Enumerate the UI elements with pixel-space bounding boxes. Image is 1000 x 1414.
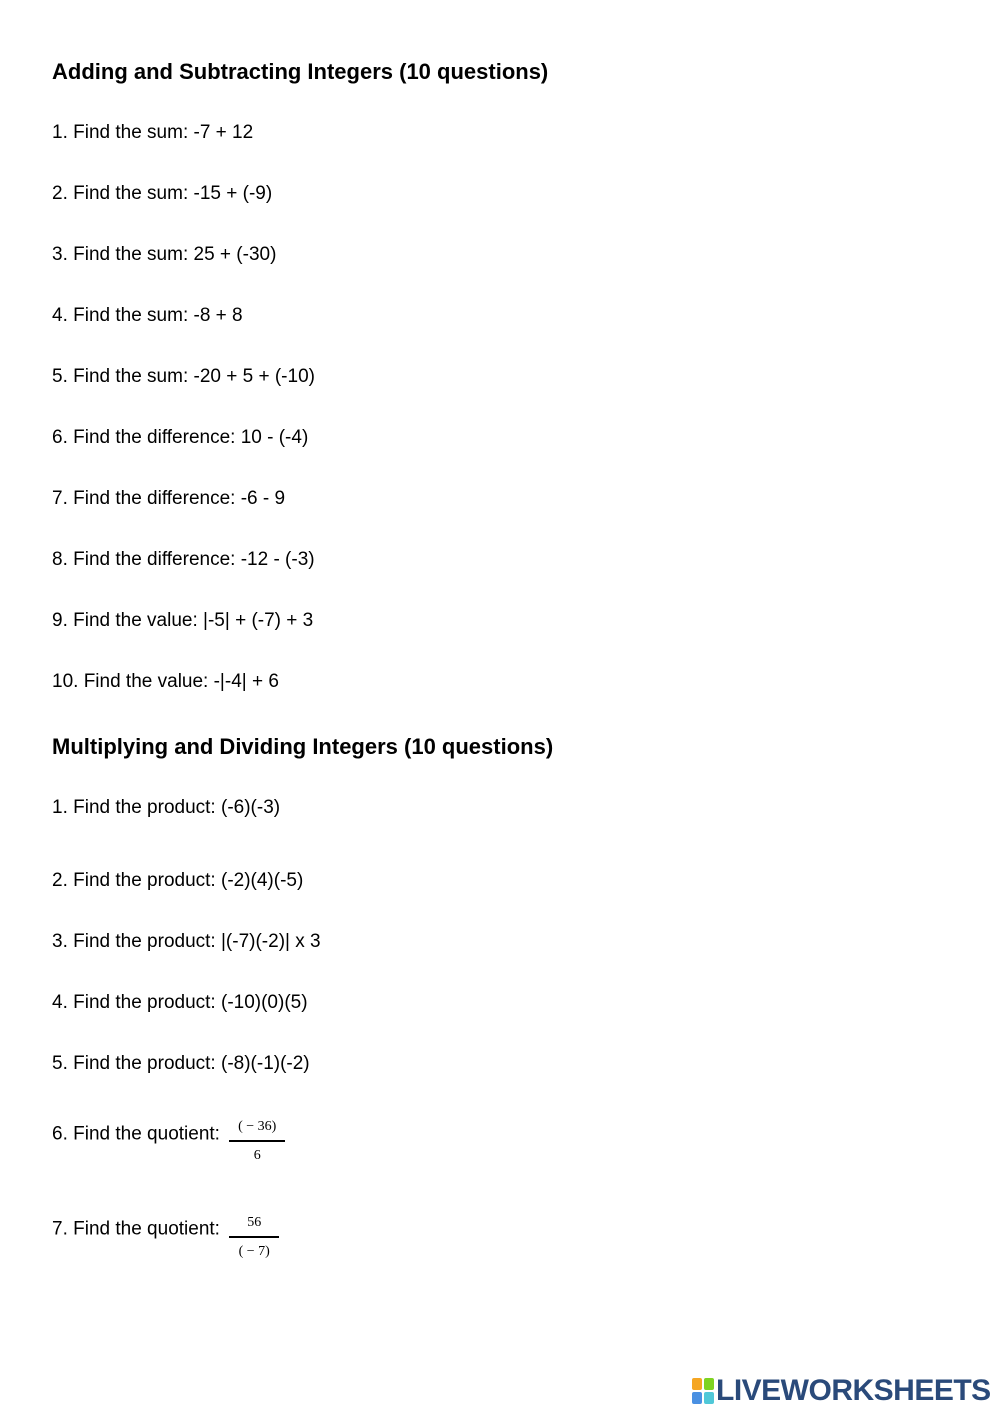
logo-block (704, 1378, 714, 1390)
question-item: 4. Find the sum: -8 + 8 (52, 305, 243, 326)
question-item: 2. Find the product: (-2)(4)(-5) (52, 870, 304, 891)
logo-text: LIVEWORKSHEETS (716, 1374, 991, 1407)
fraction-denominator: ( − 7) (238, 1244, 270, 1259)
question-item: 6. Find the difference: 10 - (-4) (52, 427, 309, 448)
question-item: 8. Find the difference: -12 - (-3) (52, 549, 315, 570)
section-title-multiplying-dividing: Multiplying and Dividing Integers (10 questions) (52, 734, 554, 759)
fraction (229, 1215, 279, 1260)
section-title-adding-subtracting: Adding and Subtracting Integers (10 questions) (52, 59, 549, 84)
question-item: 1. Find the product: (-6)(-3) (52, 797, 281, 818)
fraction-numerator: ( − 36) (229, 1119, 285, 1142)
question-item: 9. Find the value: |-5| + (-7) + 3 (52, 610, 314, 631)
question-item: 5. Find the sum: -20 + 5 + (-10) (52, 366, 315, 387)
fraction (229, 1119, 285, 1164)
liveworksheets-logo (692, 1374, 991, 1408)
logo-block (692, 1378, 702, 1390)
question-item: 1. Find the sum: -7 + 12 (52, 122, 254, 143)
question-item: 4. Find the product: (-10)(0)(5) (52, 992, 308, 1013)
fraction-denominator: 6 (253, 1148, 261, 1163)
question-item: 5. Find the product: (-8)(-1)(-2) (52, 1053, 310, 1074)
logo-block (704, 1392, 714, 1404)
question-item: 10. Find the value: -|-4| + 6 (52, 671, 279, 692)
question-item: 3. Find the sum: 25 + (-30) (52, 244, 277, 265)
quotient-label: 6. Find the quotient: (52, 1123, 220, 1145)
logo-block (692, 1392, 702, 1404)
question-item: 3. Find the product: |(-7)(-2)| x 3 (52, 931, 321, 952)
question-item-quotient (52, 1207, 279, 1259)
quotient-label: 7. Find the quotient: (52, 1218, 220, 1240)
fraction-numerator: 56 (229, 1215, 279, 1238)
liveworksheets-logo-icon (692, 1378, 714, 1404)
question-item: 2. Find the sum: -15 + (-9) (52, 183, 273, 204)
question-item-quotient (52, 1112, 285, 1163)
question-item: 7. Find the difference: -6 - 9 (52, 488, 286, 509)
